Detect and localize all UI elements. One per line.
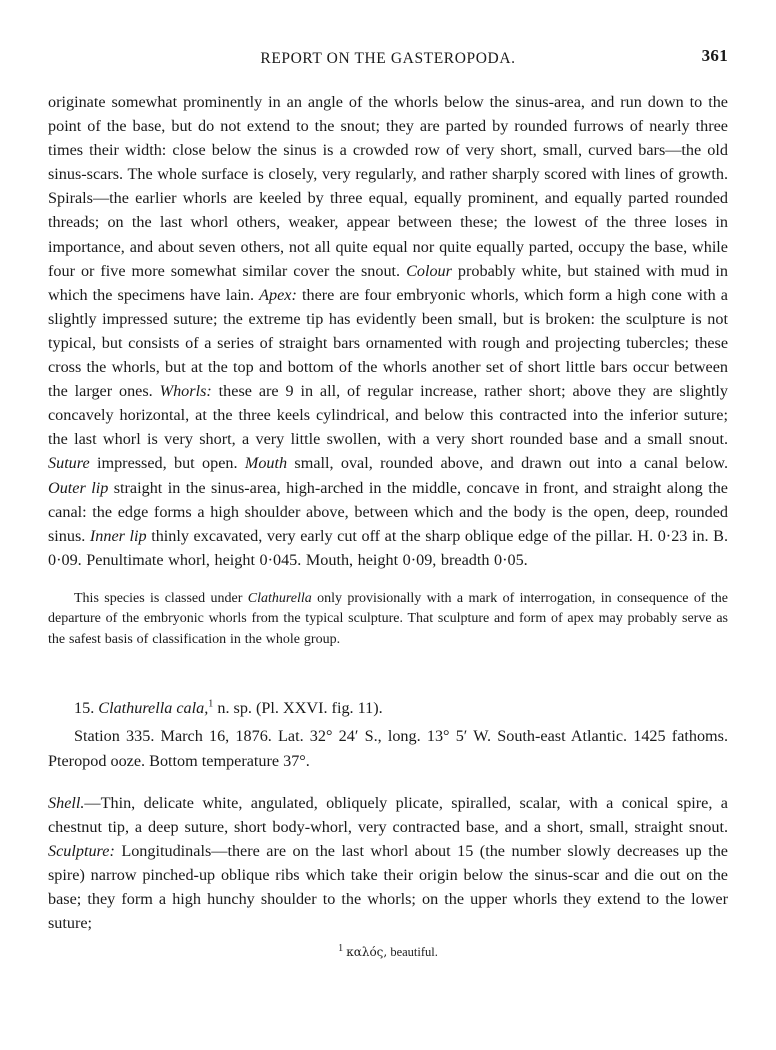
main-text-4: these are 9 in all, of regular increase, rather short; above they are slightly concavely horizontal, at the three keels cylindrical, and below this contracted into the inferior suture; the last whorl is very short, a very little swollen, with a very short rounded base and a small snout. <box>48 382 728 449</box>
species-citation: n. sp. (Pl. XXVI. fig. 11). <box>213 699 383 718</box>
main-text-1: originate somewhat prominently in an angle of the whorls below the sinus-area, and run down to the point of the base, but do not extend to the snout; they are parted by rounded furrows of nearly three times their width: close below the sinus is a crowded row of very short, small, curved bars—the old sinus-scars. The whole surface is closely, very regularly, and rather sharply scored with lines of growth. Spirals—the earlier whorls are keeled by three equal, equally prominent, and equally parted rounded threads; on the last whorl others, weaker, appear between these; the lowest of the three loses in importance, and about seven others, not all quite equal nor quite equally parted, occupy the base, while four or five more somewhat similar cover the snout. <box>48 93 728 280</box>
species-name: Clathurella cala, <box>98 699 209 718</box>
station-paragraph: Station 335. March 16, 1876. Lat. 32° 24′ S., long. 13° 5′ W. South-east Atlantic. 1425 fathoms. Pteropod ooze. Bottom temperature 37°. <box>48 727 728 770</box>
note-paragraph <box>48 589 728 651</box>
running-head: REPORT ON THE GASTEROPODA. <box>260 50 516 67</box>
main-text-3: there are four embryonic whorls, which form a high cone with a slightly impressed suture; the extreme tip has evidently been small, but is broken: the sculpture is not typical, but consists of a series of straight bars ornamented with rough and projecting tubercles; these cross the whorls, but at the top and bottom of the whorls another set of short little bars occur between the larger ones. <box>48 285 728 401</box>
species-footnote-marker: 1 <box>208 698 214 710</box>
term-suture: Suture <box>48 454 90 473</box>
term-colour: Colour <box>406 261 452 280</box>
term-apex: Apex: <box>259 285 297 304</box>
page-header <box>48 46 728 80</box>
species-number: 15. <box>74 699 99 718</box>
footnote-text: beautiful. <box>387 945 438 959</box>
term-inner-lip: Inner lip <box>89 526 147 545</box>
species-heading <box>48 696 728 720</box>
term-whorls: Whorls: <box>159 382 212 401</box>
term-outer-lip: Outer lip <box>48 478 109 497</box>
note-text-1: This species is classed under <box>74 590 248 606</box>
page-body <box>48 90 728 935</box>
footnote <box>48 944 728 960</box>
main-text-5: impressed, but open. <box>89 454 245 473</box>
term-shell: Shell. <box>48 793 85 812</box>
main-text-8: thinly excavated, very early cut off at the sharp oblique edge of the pillar. H. 0·23 in. B. 0·09. Penultimate whorl, height 0·045. Mouth, height 0·09, breadth 0·05. <box>48 526 728 569</box>
note-text-2: only provisionally with a mark of interrogation, in consequence of the departure of the embryonic whorls from the typical sculpture. That sculpture and form of apex may probably serve as the safest basis of classification in the whole group. <box>48 590 729 647</box>
main-text-7: straight in the sinus-area, high-arched in the middle, concave in front, and straight along the canal: the edge forms a high shoulder above, between which and the body is the open, deep, rounded sinus. <box>48 478 728 545</box>
main-text-2: probably white, but stained with mud in which the specimens have lain. <box>48 261 728 304</box>
term-mouth: Mouth <box>244 454 288 473</box>
main-text-6: small, oval, rounded above, and drawn out into a canal below. <box>287 454 728 473</box>
main-paragraph <box>48 90 728 572</box>
footnote-marker: 1 <box>338 942 344 954</box>
shell-paragraph <box>48 791 728 936</box>
footnote-greek-term: καλός, <box>346 945 388 959</box>
shell-text-1: —Thin, delicate white, angulated, obliquely plicate, spiralled, scalar, with a conical spire, a chestnut tip, a deep suture, short body-whorl, very contracted base, and a short, small, straight snout. <box>48 793 728 836</box>
shell-text-2: Longitudinals—there are on the last whorl about 15 (the number slowly decreases up the spire) narrow pinched-up oblique ribs which take their origin below the sinus-scar and die out on the base; they form a high hunchy shoulder to the whorls; on the upper whorls they extend to the lower suture; <box>48 841 728 933</box>
term-sculpture: Sculpture: <box>48 841 115 860</box>
genus-clathurella: Clathurella <box>247 590 312 606</box>
page-number: 361 <box>701 46 728 65</box>
